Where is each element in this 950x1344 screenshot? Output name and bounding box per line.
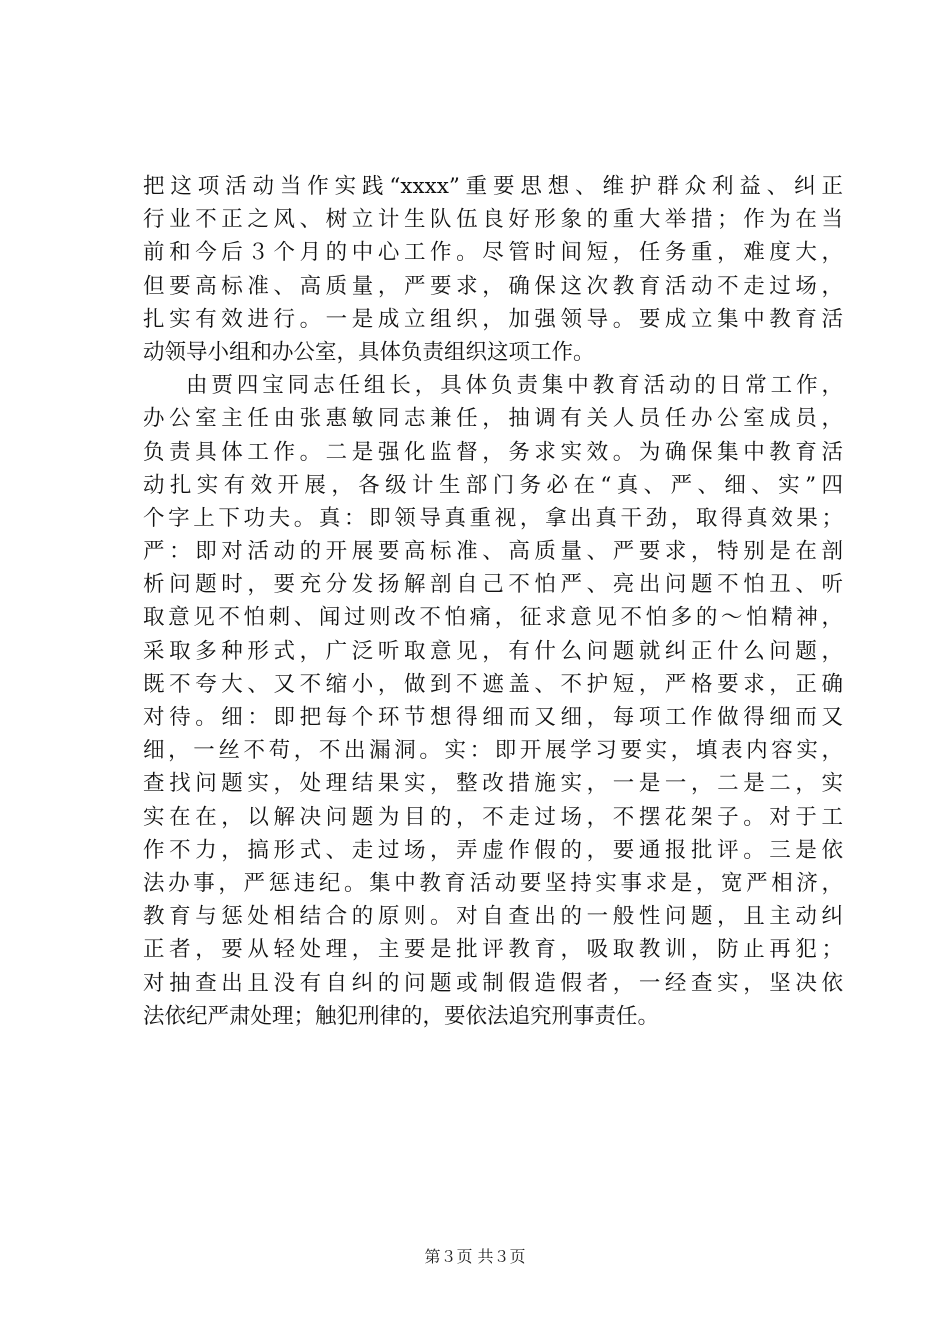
- text-line: 负责具体工作。二是强化监督，务求实效。为确保集中教育活: [143, 439, 843, 465]
- text-line: 作不力，搞形式、走过场，弄虚作假的，要通报批评。三是依: [143, 837, 843, 863]
- text-line: 教育与惩处相结合的原则。对自查出的一般性问题，且主动纠: [143, 904, 843, 930]
- text-line: 对抽查出且没有自纠的问题或制假造假者，一经查实，坚决依: [143, 970, 843, 996]
- text-line: 行业不正之风、树立计生队伍良好形象的重大举措；作为在当: [143, 207, 843, 233]
- text-line: 严：即对活动的开展要高标准、高质量、严要求，特别是在剖: [143, 539, 843, 565]
- text-line: 实在在，以解决问题为目的，不走过场，不摆花架子。对于工: [143, 804, 843, 830]
- text-line: 析问题时，要充分发扬解剖自己不怕严、亮出问题不怕丑、听: [143, 572, 843, 598]
- text-line: 细，一丝不苟，不出漏洞。实：即开展学习要实，填表内容实，: [143, 738, 843, 764]
- text-line: 由贾四宝同志任组长，具体负责集中教育活动的日常工作，: [186, 373, 843, 399]
- text-line: 动领导小组和办公室，具体负责组织这项工作。: [143, 339, 595, 365]
- document-body: [143, 170, 843, 1033]
- text-line: 采取多种形式，广泛听取意见，有什么问题就纠正什么问题，: [143, 638, 843, 664]
- text-line: 扎实有效进行。一是成立组织，加强领导。要成立集中教育活: [143, 306, 843, 332]
- text-line: 既不夸大、又不缩小，做到不遮盖、不护短，严格要求，正确: [143, 671, 843, 697]
- text-line: 正者，要从轻处理，主要是批评教育，吸取教训，防止再犯；: [143, 937, 843, 963]
- page-number-label: 第３页 共３页: [424, 1247, 526, 1266]
- text-line: 查找问题实，处理结果实，整改措施实，一是一，二是二，实: [143, 771, 843, 797]
- text-line: 法办事，严惩违纪。集中教育活动要坚持实事求是，宽严相济，: [143, 870, 843, 896]
- text-line: 对待。细：即把每个环节想得细而又细，每项工作做得细而又: [143, 705, 843, 730]
- text-line: 法依纪严肃处理；触犯刑律的，要依法追究刑事责任。: [143, 1003, 660, 1029]
- text-line: 把这项活动当作实践“xxxx”重要思想、维护群众利益、纠正: [143, 174, 843, 199]
- text-line: 办公室主任由张惠敏同志兼任，抽调有关人员任办公室成员，: [143, 406, 843, 432]
- text-line: 取意见不怕刺、闻过则改不怕痛，征求意见不怕多的～怕精神，: [143, 605, 843, 631]
- text-line: 但要高标准、高质量，严要求，确保这次教育活动不走过场，: [143, 273, 843, 299]
- text-line: 个字上下功夫。真：即领导真重视，拿出真干劲，取得真效果；: [143, 505, 843, 531]
- text-line: 前和今后３个月的中心工作。尽管时间短，任务重，难度大，: [143, 240, 843, 266]
- text-line: 动扎实有效开展，各级计生部门务必在“真、严、细、实”四: [143, 472, 843, 498]
- page-footer: [0, 1244, 950, 1267]
